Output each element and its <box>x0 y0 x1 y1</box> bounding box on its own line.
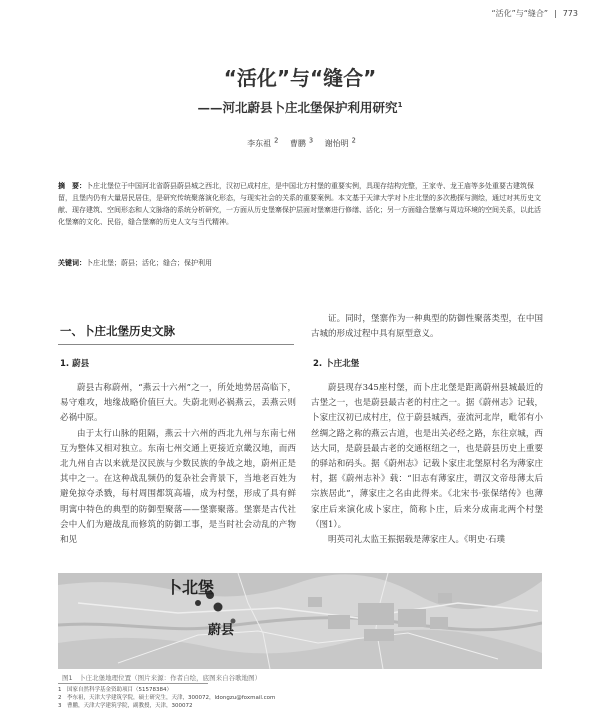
running-head: “活化”与“缝合” | 773 <box>491 9 578 18</box>
map-image <box>58 573 542 669</box>
left-column <box>60 381 296 548</box>
subtitle-text: ——河北蔚县卜庄北堡保护利用研究 <box>197 100 398 115</box>
keywords-text: 卜庄北堡；蔚县；活化；缝合；保护利用 <box>86 259 212 267</box>
paragraph: 明英司礼太监王振据载是薄家庄人。《明史·石璞 <box>328 535 505 546</box>
author <box>244 136 279 148</box>
footnotes <box>58 686 548 710</box>
paragraph: 由于太行山脉的阻隔，燕云十六州的西北九州与东南七州互为整体又相对独立。东南七州交通上更接近京畿汉地，而西北九州自古以来就是汉民族与少数民族的争战之地，蔚州正是其中之一。在这种战乱频仍的复杂社会背景下，当地老百姓为避免掠夺杀戮，每村周围都筑高墙，成为村堡，形成了具有鲜明寓中特色的典型的防御型聚落——堡寨聚落。堡寨是古代社会中人们为避战乱而修筑的防御工事，是当时社会动乱的产物和见 <box>60 428 296 546</box>
author-name: 谢怡明 <box>324 138 349 148</box>
abstract <box>58 180 543 228</box>
section-heading: 一、卜庄北堡历史文脉 <box>60 324 175 338</box>
right-column <box>311 381 543 548</box>
paragraph: 蔚县现存345座村堡，而卜庄北堡是距离蔚州县城最近的古堡之一，也是蔚县最古老的村庄之一。据《蔚州志》记载，卜家庄汉初已成村庄，位于蔚县城西，壶流河北岸，毗邻有小丝绸之路之称的燕云古道，也是出关必经之路，东往京城，西达大同，是蔚县最古老的交通枢纽之一，也是蔚县历史上重要的驿站和码头。据《蔚州志》记载卜家庄北堡原村名为薄家庄村，据《蔚州志补》载：“旧志有薄家庄，谓汉文帝母薄太后宗族居此”，薄家庄之名由此得来。《北宋书·张保绪传》也薄家庄后来演化成卜家庄，简称卜庄，后来分成南北两个村堡（图1）。 <box>311 383 543 530</box>
subtitle-footnote-mark: 1 <box>397 100 403 109</box>
author-list <box>0 136 600 149</box>
author-affiliation-mark: 3 <box>308 136 314 144</box>
figure-caption: 图1 卜庄北堡地理位置（图片来源：作者自绘，底图来自谷歌地图） <box>62 674 262 682</box>
map-label-bubeibao: 卜北堡 <box>166 578 215 597</box>
paper-subtitle <box>0 98 600 116</box>
running-head-title: “活化”与“缝合” <box>491 9 549 18</box>
subsection-heading-buzhuangbeibao: 2. 卜庄北堡 <box>313 359 360 369</box>
right-column-continuation <box>311 312 543 342</box>
subsection-heading-weixian: 1. 蔚县 <box>60 359 90 369</box>
footnote-rule <box>58 683 208 684</box>
author-name: 曹鹏 <box>289 138 306 148</box>
author <box>322 136 356 148</box>
footnote: 1 国家自然科学基金资助项目（51578384） <box>58 687 172 693</box>
paragraph: 蔚县古称蔚州，“燕云十六州”之一，所处地势居高临下，易守难攻，地缘战略价值巨大。失蔚北则必祸燕云，丢燕云则必祸中原。 <box>60 383 296 424</box>
page-number: 773 <box>562 9 578 18</box>
author-affiliation-mark: 2 <box>351 136 356 144</box>
map-label-weixian: 蔚县 <box>208 623 235 638</box>
abstract-text: 卜庄北堡位于中国河北省蔚县蔚县城之西北，汉初已成村庄，是中国北方村堡的重要实例，具现存结构完整，王家寺、龙王庙等多处重要古建筑保留，且堡内仍有大量居民居住，是研究传统聚落演化形态，与现实社会的关系的重要案例。本文基于天津大学对卜庄北堡的多次勘探与测绘，通过对其历史文献、现存建筑、空间形态和人文脉络的系统分析研究，一方面从历史堡寨保护层面对堡寨进行修缮、活化；另一方面缝合堡寨与周边环境的空间关系，以此活化堡寨的文化、民俗，缝合堡寨的历史人文与当代精神。 <box>58 182 541 226</box>
author-affiliation-mark: 2 <box>274 136 279 144</box>
keywords <box>58 258 543 268</box>
author-name: 李东祖 <box>247 138 272 148</box>
section-rule <box>58 344 294 345</box>
keywords-label: 关键词： <box>58 259 86 267</box>
footnote: 3 曹鹏，天津大学建筑学院，副教授，天津，300072 <box>58 703 193 709</box>
abstract-label: 摘 要： <box>58 182 86 190</box>
author <box>287 136 314 148</box>
paper-title: “活化”与“缝合” <box>223 66 377 90</box>
figure-map <box>58 573 542 669</box>
paragraph: 证。同时，堡寨作为一种典型的防御性聚落类型，在中国古城的形成过程中具有原型意义。 <box>311 314 543 340</box>
footnote: 2 李东祖，天津大学建筑学院，硕士研究生，天津，300072，ldongzu@foxmail.com <box>58 695 276 701</box>
